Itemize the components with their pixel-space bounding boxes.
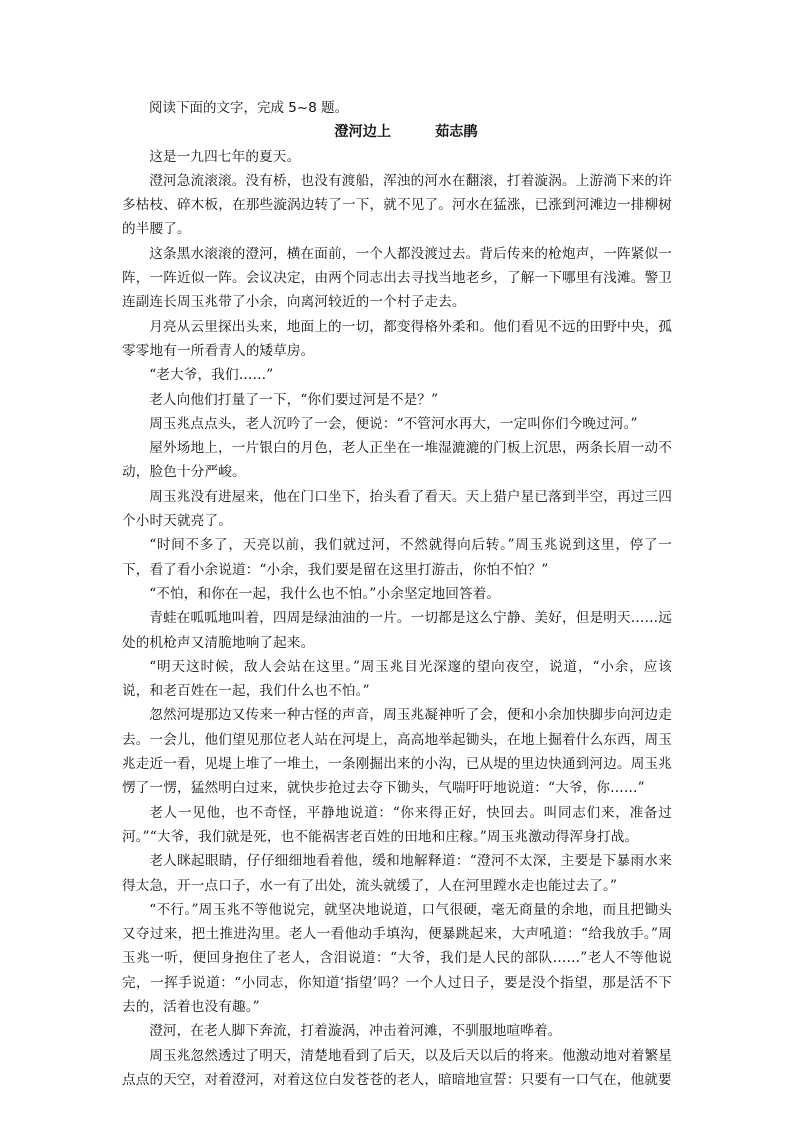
paragraph: 老人向他们打量了一下，“你们要过河是不是？” [149, 391, 439, 408]
paragraph: 忽然河堤那边又传来一种古怪的声音，周玉兆凝神听了会，便和小余加快脚步向河边走去。一会儿，他们望见那位老人站在河堤上，高高地举起锄头，在地上掘着什么东西，周玉兆走近一看，见堤上堆了一堆土，一条刚掘出来的小沟，已从堤的里边快通到河边。周玉兆愣了一愣，猛然明白过来，就快步抢过去夺下锄头，气喘吁吁地说道：“大爷，你……” [122, 707, 672, 797]
paragraph: 青蛙在呱呱地叫着，四周是绿油油的一片。一切都是这么宁静、美好，但是明天……远处的机枪声又清脆地响了起来。 [122, 610, 672, 651]
article-title-line [122, 120, 672, 144]
paragraph: 澄河，在老人脚下奔流，打着漩涡，冲击着河滩，不驯服地喧哗着。 [149, 1023, 562, 1040]
paragraph: “时间不多了，天亮以前，我们就过河，不然就得向后转。”周玉兆说到这里，停了一下，看了看小余说道：“小余，我们要是留在这里打游击，你怕不怕？” [122, 537, 672, 578]
paragraph: 周玉兆点点头，老人沉吟了一会，便说：“不管河水再大，一定叫你们今晚过河。” [149, 415, 638, 432]
paragraph: “老大爷，我们……” [149, 367, 274, 384]
paragraph: 老人眯起眼睛，仔仔细细地看着他，缓和地解释道：“澄河不太深，主要是下暴雨水来得太急，开一点口子，水一有了出处，流头就缓了，人在河里蹚水走也能过去了。” [122, 853, 672, 894]
paragraph: “不怕，和你在一起，我什么也不怕。”小余坚定地回答着。 [149, 585, 501, 602]
paragraph: 澄河急流滚滚。没有桥，也没有渡船，浑浊的河水在翻滚，打着漩涡。上游淌下来的许多枯枝、碎木板，在那些漩涡边转了一下，就不见了。河水在猛涨，已涨到河滩边一排柳树的半腰了。 [122, 172, 672, 238]
paragraph: 这是一九四七年的夏天。 [149, 148, 301, 165]
paragraph: 屋外场地上，一片银白的月色，老人正坐在一堆湿漉漉的门板上沉思，两条长眉一动不动，脸色十分严峻。 [122, 440, 672, 481]
paragraph: 周玉兆忽然透过了明天，清楚地看到了后天，以及后天以后的将来。他激动地对着繁星点点的天空，对着澄河，对着这位白发苍苍的老人，暗暗地宣誓：只要有一口气在，他就要 [122, 1047, 672, 1088]
paragraph: 老人一见他，也不奇怪，平静地说道：“你来得正好，快回去。叫同志们来，准备过河。”“大爷，我们就是死，也不能祸害老百姓的田地和庄稼。”周玉兆激动得浑身打战。 [122, 804, 672, 845]
article-body [122, 145, 672, 1093]
paragraph: “不行。”周玉兆不等他说完，就坚决地说道，口气很硬，毫无商量的余地，而且把锄头又夺过来，把土推进沟里。老人一看他动手填沟，便暴跳起来，大声吼道：“给我放手。”周玉兆一听，便回身抱住了老人，含泪说道：“大爷，我们是人民的部队……”老人不等他说完，一挥手说道：“小同志，你知道‘指望’吗？一个人过日子，要是没个指望，那是活不下去的，活着也没有趣。” [122, 901, 672, 1015]
document-page [122, 96, 672, 1092]
paragraph: 这条黑水滚滚的澄河，横在面前，一个人都没渡过去。背后传来的枪炮声，一阵紧似一阵，一阵近似一阵。会议决定，由两个同志出去寻找当地老乡，了解一下哪里有浅滩。警卫连副连长周玉兆带了小余，向离河较近的一个村子走去。 [122, 245, 672, 311]
paragraph: 月亮从云里探出头来，地面上的一切，都变得格外柔和。他们看见不远的田野中央，孤零零地有一所看青人的矮草房。 [122, 318, 672, 359]
paragraph: “明天这时候，敌人会站在这里。”周玉兆目光深邃的望向夜空，说道，“小余，应该说，和老百姓在一起，我们什么也不怕。” [122, 658, 672, 700]
question-instruction: 阅读下面的文字，完成 5~8 题。 [149, 100, 349, 116]
article-author: 茹志鹃 [435, 124, 478, 141]
paragraph: 周玉兆没有进屋来，他在门口坐下，抬头看了看天。天上猎户星已落到半空，再过三四个小时天就亮了。 [122, 488, 672, 530]
article-title: 澄河边上 [334, 124, 392, 141]
